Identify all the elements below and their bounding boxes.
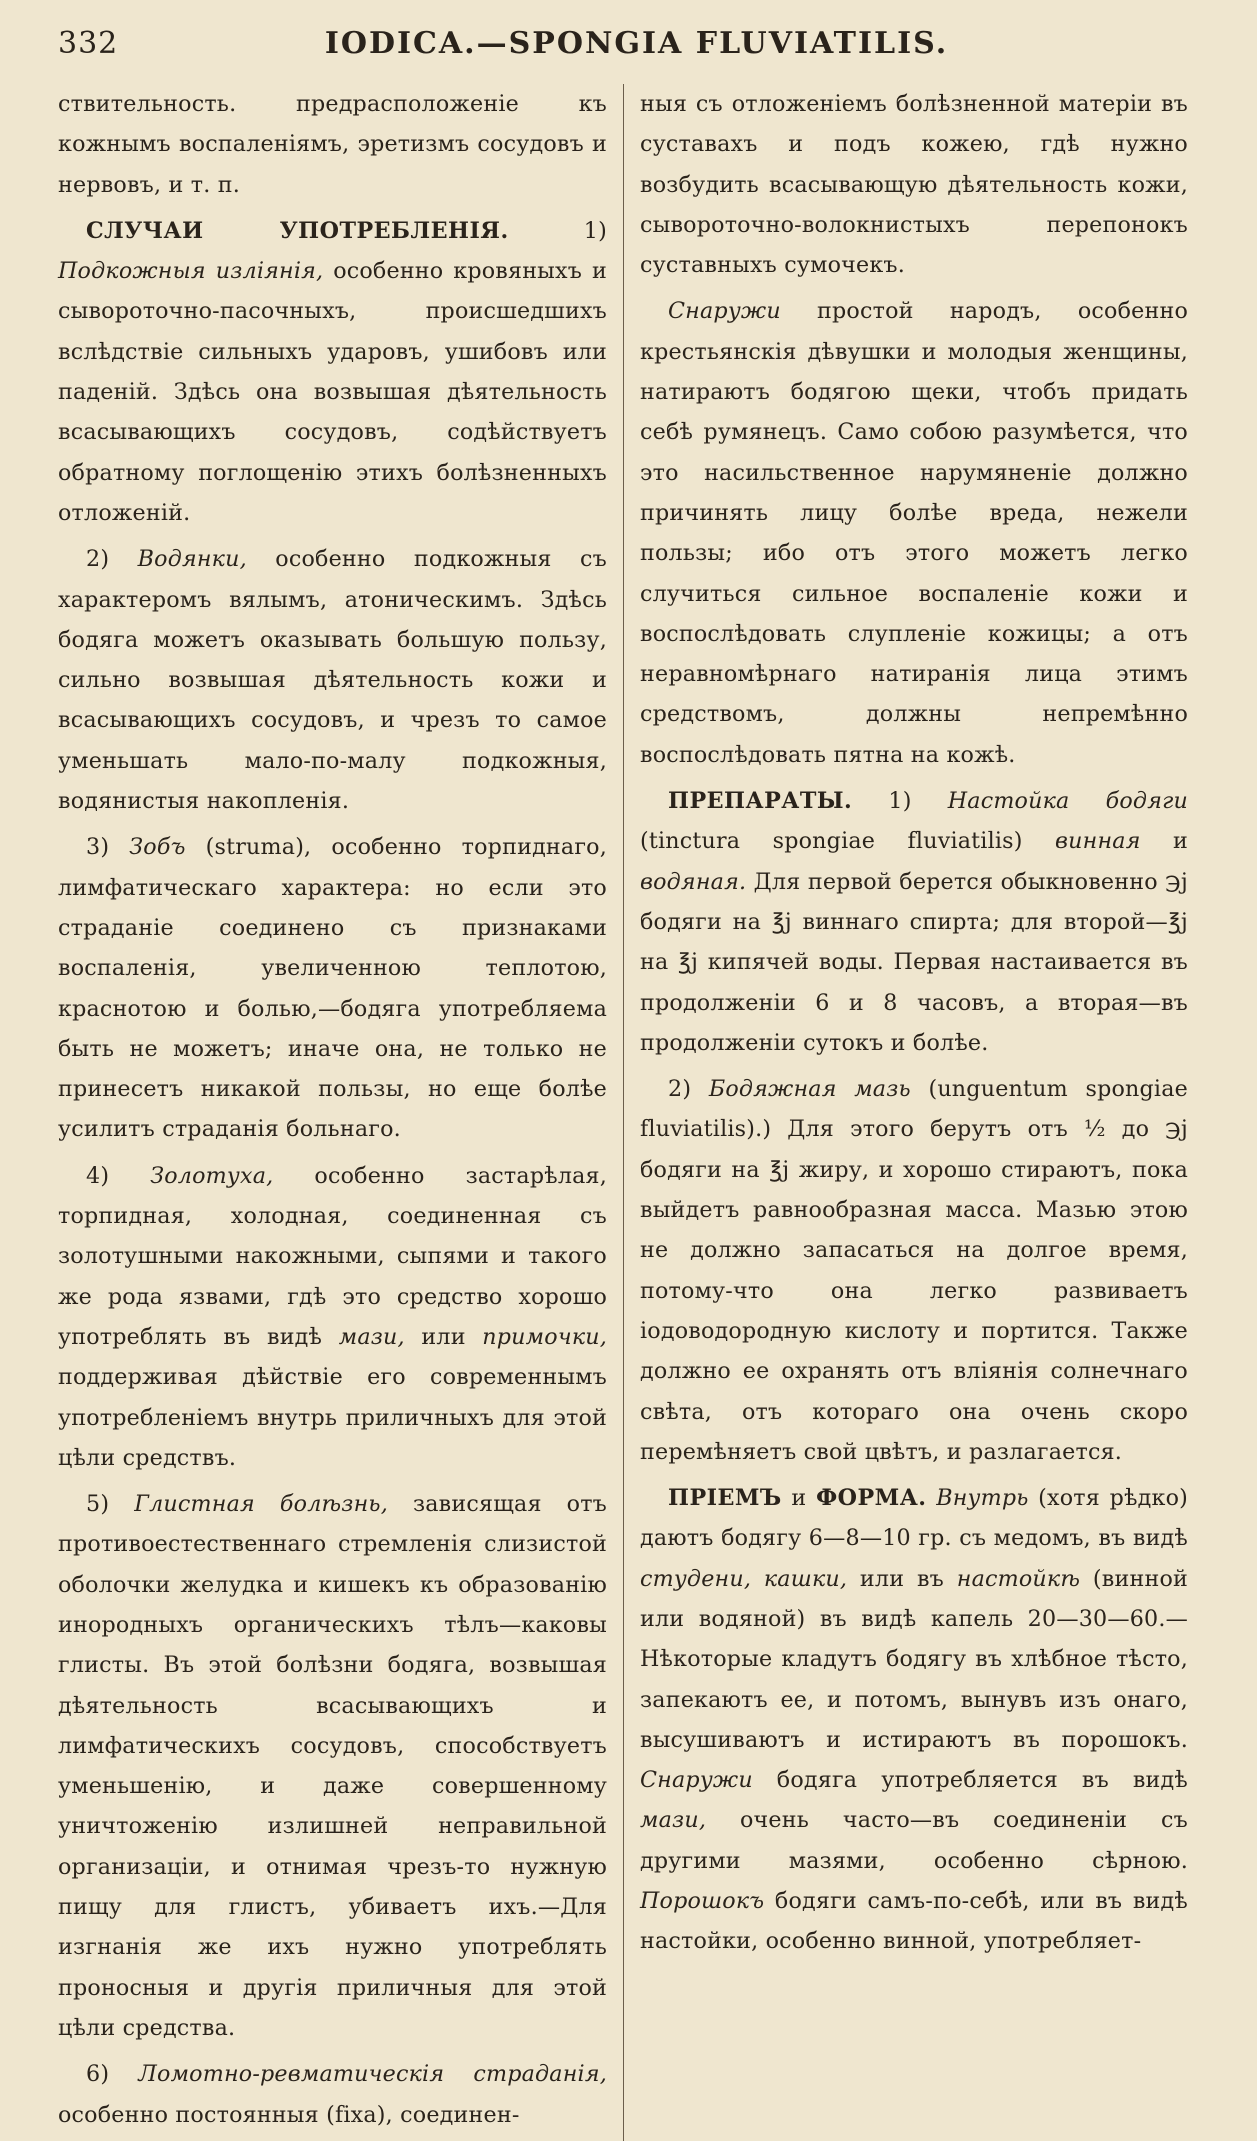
paragraph: ПРЕПАРАТЫ. 1) Настойка бодяги (tinctura spongiae fluviatilis) винная и водяная. Для первой берется обыкновенно ℈j бодяги на ℥j виннаго спирта; для второй—℥j на ℥j кипячей воды. Первая настаивается въ продолженіи 6 и 8 часовъ, а вторая—въ продолженіи сутокъ и болѣе. bbox=[640, 788, 1188, 1056]
right-column bbox=[623, 84, 1188, 2141]
paragraph: 5) Глистная болѣзнь, зависящая отъ противоестественнаго стремленія слизистой оболочки желудка и кишекъ къ образованію инородныхъ органическихъ тѣлъ—каковы глисты. Въ этой болѣзни бодяга, возвышая дѣятельность всасывающихъ и лимфатическихъ сосудовъ, способствуетъ уменьшенію, и даже совершенному уничтоженію излишней неправильной организаціи, и отнимая чрезъ-то нужную пищу для глистъ, убиваетъ ихъ.—Для изгнанія же ихъ нужно употреблять проносныя и другія приличныя для этой цѣли средства. bbox=[58, 1491, 607, 2041]
left-column bbox=[58, 84, 623, 2141]
term: водяная. bbox=[640, 868, 747, 895]
term: Бодяжная мазь bbox=[708, 1076, 911, 1103]
term: Золотуха, bbox=[150, 1162, 274, 1189]
paragraph: 6) Ломотно-ревматическія страданія, особенно постоянныя (fixa), соединен- bbox=[58, 2061, 607, 2128]
paragraph: 2) Бодяжная мазь (unguentum spongiae fluviatilis).) Для этого берутъ отъ ½ до ℈j бодяги на ℥j жиру, и хорошо стираютъ, пока выйдетъ равнообразная масса. Мазью этою не должно запасаться на долгое время, потому-что она легко развиваетъ іодоводородную кислоту и портится. Также должно ее охранять отъ вліянія солнечнаго свѣта, отъ котораго она очень скоро перемѣняетъ свой цвѣтъ, и разлагается. bbox=[640, 1076, 1188, 1465]
term: Подкожныя изліянія, bbox=[58, 258, 324, 285]
term: мази, bbox=[640, 1807, 707, 1834]
running-title: IODICA.—SPONGIA FLUVIATILIS. bbox=[324, 26, 949, 61]
term: Внутрь bbox=[936, 1485, 1029, 1512]
term: Водянки, bbox=[137, 546, 247, 573]
term: мази, bbox=[338, 1323, 405, 1350]
text-columns bbox=[58, 84, 1215, 2141]
paragraph: Снаружи простой народъ, особенно крестьянскія дѣвушки и молодыя женщины, натираютъ бодягою щеки, чтобъ придать себѣ румянецъ. Само собою разумѣется, что это насильственное нарумяненіе должно причинять лицу болѣе вреда, нежели пользы; ибо отъ этого можетъ легко случиться сильное воспаленіе кожи и воспослѣдовать слупленіе кожицы; а отъ неравномѣрнаго натиранія лица этимъ средствомъ, должны непремѣнно воспослѣдовать пятна на кожѣ. bbox=[640, 298, 1188, 768]
page-header bbox=[58, 26, 1215, 74]
term: Снаружи bbox=[668, 298, 781, 325]
paragraph: 3) Зобъ (struma), особенно торпиднаго, лимфатическаго характера: но если это страданіе соединено съ признаками воспаленія, увеличенною теплотою, краснотою и болью,—бодяга употребляема быть не можетъ; иначе она, не только не принесетъ никакой пользы, но еще болѣе усилитъ страданія больнаго. bbox=[58, 834, 607, 1143]
term: Зобъ bbox=[129, 834, 186, 861]
paragraph: 2) Водянки, особенно подкожныя съ характеромъ вялымъ, атоническимъ. Здѣсь бодяга можетъ оказывать большую пользу, сильно возвышая дѣятельность кожи и всасывающихъ сосудовъ, и чрезъ то самое уменьшать мало-по-малу подкожныя, водянистыя накопленія. bbox=[58, 546, 607, 815]
paragraph: 4) Золотуха, особенно застарѣлая, торпидная, холодная, соединенная съ золотушными накожными, сыпями и такого же рода язвами, гдѣ это средство хорошо употреблять въ видѣ мази, или примочки, поддерживая дѣйствіе его современнымъ употребленіемъ внутрь приличныхъ для этой цѣли средствъ. bbox=[58, 1162, 608, 1471]
term: настойкѣ bbox=[956, 1565, 1081, 1592]
term: Порошокъ bbox=[640, 1888, 765, 1915]
section-heading: ПРЕПАРАТЫ. bbox=[668, 788, 853, 815]
paragraph: ствительность. предрасположеніе къ кожнымъ воспаленіямъ, эретизмъ сосудовъ и нервовъ, и т. п. bbox=[58, 91, 607, 198]
section-heading: ПРІЕМЪ bbox=[668, 1485, 782, 1512]
term: Снаружи bbox=[640, 1767, 753, 1794]
term: Ломотно-ревматическія страданія, bbox=[138, 2061, 607, 2088]
term: студени, кашки, bbox=[640, 1565, 848, 1592]
paragraph: ПРІЕМЪ и ФОРМА. Внутрь (хотя рѣдко) даютъ бодягу 6—8—10 гр. съ медомъ, въ видѣ студени, кашки, или въ настойкѣ (винной или водяной) въ видѣ капель 20—30—60.—Нѣкоторые кладутъ бодягу въ хлѣбное тѣсто, запекаютъ ее, и потомъ, вынувъ изъ онаго, высушиваютъ и истираютъ въ порошокъ. Снаружи бодяга употребляется въ видѣ мази, очень часто—въ соединеніи съ другими мазями, особенно сѣрною. Порошокъ бодяги самъ-по-себѣ, или въ видѣ настойки, особенно винной, употребляет- bbox=[640, 1485, 1188, 1955]
section-heading: ФОРМА. bbox=[816, 1485, 927, 1512]
paragraph: ныя съ отложеніемъ болѣзненной матеріи въ суставахъ и подъ кожею, гдѣ нужно возбудить всасывающую дѣятельность кожи, сывороточно-волокнистыхъ перепонокъ суставныхъ сумочекъ. bbox=[640, 91, 1188, 279]
paragraph: СЛУЧАИ УПОТРЕБЛЕНІЯ. 1) Подкожныя изліянія, особенно кровяныхъ и сывороточно-пасочныхъ, происшедшихъ вслѣдствіе сильныхъ ударовъ, ушибовъ или паденій. Здѣсь она возвышая дѣятельность всасывающихъ сосудовъ, содѣйствуетъ обратному поглощенію этихъ болѣзненныхъ отложеній. bbox=[58, 217, 607, 526]
section-heading: СЛУЧАИ УПОТРЕБЛЕНІЯ. bbox=[86, 217, 509, 244]
term: Глистная болѣзнь, bbox=[134, 1491, 388, 1518]
term: винная bbox=[1055, 828, 1141, 855]
page-number: 332 bbox=[58, 26, 119, 61]
term: Настойка бодяги bbox=[947, 788, 1188, 815]
term: примочки, bbox=[482, 1323, 608, 1350]
